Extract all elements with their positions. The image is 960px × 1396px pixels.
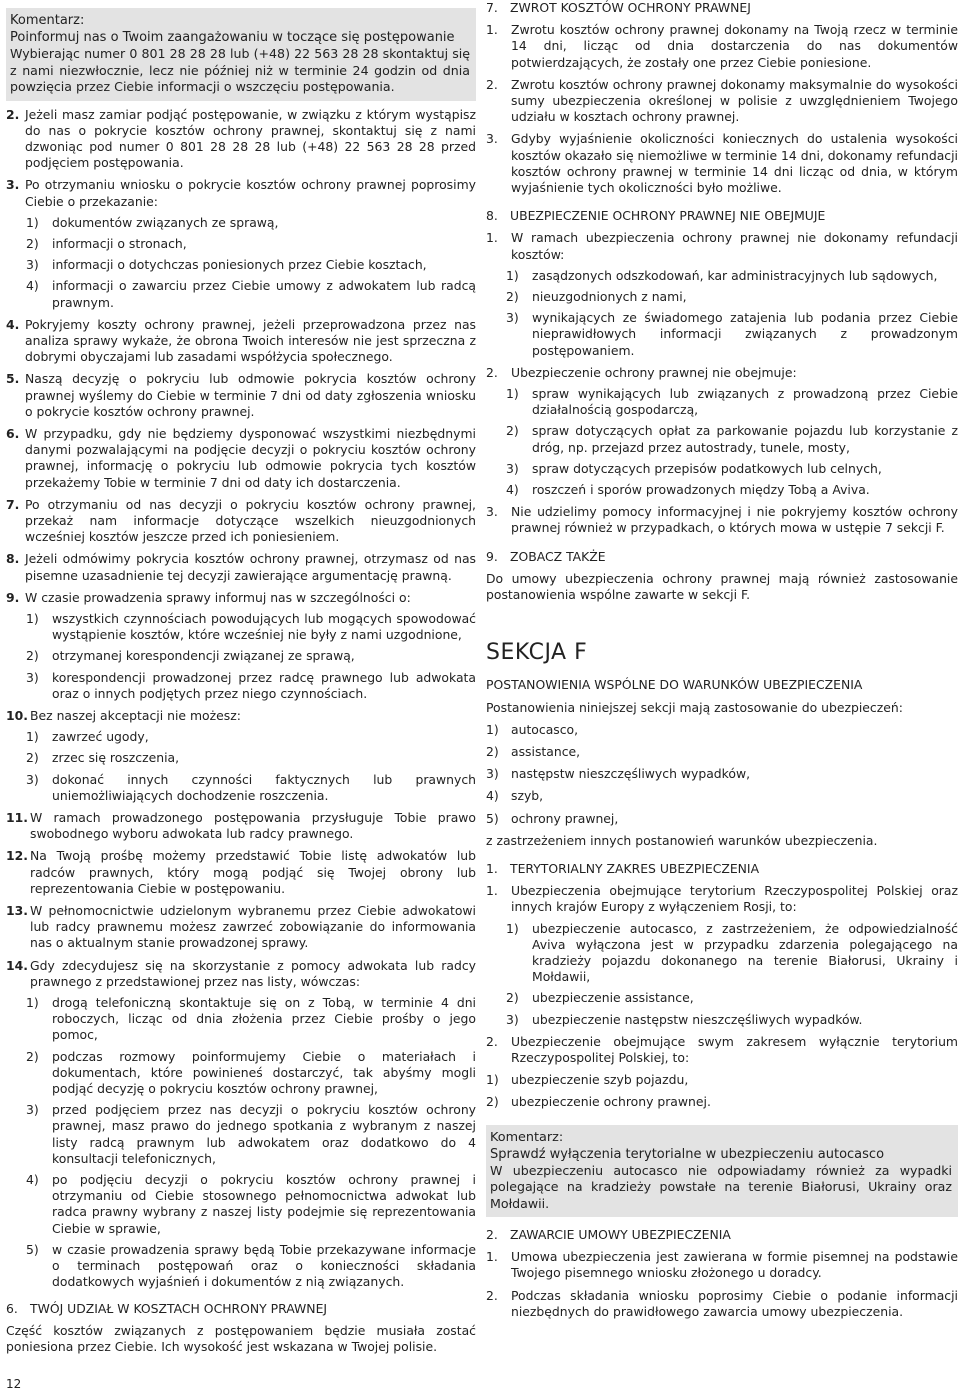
paragraph-text: Jeżeli masz zamiar podjąć postępowanie, w związku z którym wystąpisz do nas o pokrycie kosztów ochrony prawnej, skontaktuj się z nami dzwoniąc pod numer 0 801 28 28 28 lub (+48) 22 563 28 28 przed podjęciem postępowania. — [25, 106, 476, 171]
list-text: Zwrotu kosztów ochrony prawnej dokonamy na Twoją rzecz w terminie 14 dni, licząc od dnia dostarczenia do nas dokumentów potwierdzających, że zostały one przez Ciebie poniesione. — [511, 22, 958, 70]
section-heading-9 — [486, 549, 958, 565]
paragraph-text: Jeżeli odmówimy pokrycia kosztów ochrony prawnej, otrzymasz od nas pisemne uzasadnienie tej decyzji zawierające argumentację prawną. — [25, 551, 476, 583]
paragraph-number: 12. — [6, 848, 28, 864]
paragraph-6 — [6, 426, 476, 491]
list-item — [506, 289, 958, 305]
comment-body: Wybierając numer 0 801 28 28 28 lub (+48) 22 563 28 28 skontaktuj się z nami niezwłocznie, lecz nie później niż w terminie 24 godzin od dnia powzięcia przez Ciebie informacji o wszczęciu postępowania. — [10, 46, 470, 94]
section-9-text: Do umowy ubezpieczenia ochrony prawnej mają również zastosowanie postanowienia wspólne zawarte w sekcji F. — [486, 570, 958, 603]
list-number: 1. — [486, 230, 498, 246]
paragraph-13 — [6, 903, 476, 952]
list-number: 2) — [506, 423, 519, 439]
list-text: Umowa ubezpieczenia jest zawierana w formie pisemnej na podstawie Twojego pisemnego wniosku złożonego u doradcy. — [511, 1249, 958, 1281]
section-subtitle: POSTANOWIENIA WSPÓLNE DO WARUNKÓW UBEZPIECZENIA — [486, 677, 863, 693]
list-text: assistance, — [511, 743, 581, 759]
list-text: autocasco, — [511, 721, 579, 737]
list-item — [486, 1072, 958, 1088]
list-item — [506, 921, 958, 986]
heading-text: ZAWARCIE UMOWY UBEZPIECZENIA — [510, 1227, 731, 1243]
heading-text: TWÓJ UDZIAŁ W KOSZTACH OCHRONY PRAWNEJ — [30, 1300, 328, 1316]
comment-label: Komentarz: — [10, 13, 85, 28]
list-text: szyb, — [511, 788, 544, 804]
list-number: 3) — [506, 460, 519, 476]
list-item — [26, 1242, 476, 1291]
comment-title: Sprawdź wyłączenia terytorialne w ubezpieczeniu autocasco — [490, 1146, 885, 1162]
section-heading-6 — [6, 1301, 476, 1317]
list-number: 3) — [26, 669, 39, 685]
section-intro: Postanowienia niniejszej sekcji mają zastosowanie do ubezpieczeń: — [486, 699, 903, 715]
list-number: 1. — [486, 883, 498, 899]
list-text: następstw nieszczęśliwych wypadków, — [511, 766, 751, 782]
list-text: drogą telefoniczną skontaktuje się on z Tobą, w terminie 4 dni roboczych, licząc od dnia złożenia przez Ciebie prośby o jego pomoc, — [52, 995, 476, 1043]
paragraph-number: 7. — [6, 496, 20, 512]
list-number: 2) — [506, 289, 519, 305]
list-item — [506, 1012, 958, 1028]
list-item — [486, 77, 958, 126]
list-item — [26, 995, 476, 1044]
list-text: ubezpieczenie autocasco, z zastrzeżeniem, że odpowiedzialność Aviva wyłączona jest w przypadku zdarzenia polegającego na kradzieży pojazdu dokonanego na terenie Białorusi, Ukrainy i Mołdawii, — [532, 920, 958, 985]
list-item — [26, 236, 476, 252]
paragraph-2 — [6, 107, 476, 172]
list-item — [26, 611, 476, 643]
list-text: Ubezpieczenie ochrony prawnej nie obejmuje: — [511, 364, 797, 380]
paragraph-number: 14. — [6, 957, 28, 973]
list-number: 1. — [486, 22, 498, 38]
list-number: 1) — [26, 610, 39, 626]
paragraph-text: Po otrzymaniu od nas decyzji o pokryciu kosztów ochrony prawnej, przekaż nam informacje dotyczące wszelkich nieuzgodnionych wcześniej kosztów jeszcze przed ich poniesieniem. — [25, 496, 476, 545]
list-item — [26, 278, 476, 310]
list-item — [486, 883, 958, 915]
list-item — [26, 772, 476, 804]
list-item — [486, 722, 958, 738]
heading-number: 8. — [486, 208, 498, 224]
right-column — [486, 0, 958, 1320]
list-number: 5) — [26, 1241, 39, 1257]
list-text: po podjęciu decyzji o pokryciu kosztów ochrony prawnej i otrzymaniu od Ciebie stosownego pełnomocnictwa adwokat lub radca prawny wybrany z naszej listy podejmie się reprezentowania Ciebie w sprawie, — [52, 1172, 476, 1236]
list-item — [26, 215, 476, 231]
heading-number: 2. — [486, 1227, 498, 1243]
list-text: Zwrotu kosztów ochrony prawnej dokonamy maksymalnie do wysokości sumy ubezpieczenia określonej w polisie z uwzględnieniem Twojego udziału w kosztach ochrony prawnej. — [511, 76, 958, 125]
list-text: informacji o dotychczas poniesionych przez Ciebie kosztach, — [52, 257, 427, 273]
list-text: korespondencji prowadzonej przez radcę prawnego lub adwokata oraz o innych podjętych przez niego czynnościach. — [52, 669, 476, 701]
paragraph-14 — [6, 958, 476, 990]
paragraph-number: 4. — [6, 316, 20, 332]
list-text: spraw wynikających lub związanych z prowadzoną przez Ciebie działalnością gospodarczą, — [532, 386, 958, 418]
list-number: 1) — [486, 721, 499, 737]
section-heading-8 — [486, 208, 958, 224]
paragraph-4 — [6, 317, 476, 366]
list-text: spraw dotyczących opłat za parkowanie pojazdu lub korzystanie z dróg, np. przejazd przez autostrady, tunele, mosty, — [532, 423, 958, 455]
list-text: w czasie prowadzenia sprawy będą Tobie przekazywane informacje o terminach postępowań oraz o konieczności składania dodatkowych wyjaśnień i dokumentów z nią związanych. — [52, 1241, 476, 1290]
list-item — [506, 461, 958, 477]
list-number: 3. — [486, 504, 498, 520]
list-item — [506, 386, 958, 418]
list-number: 3) — [486, 766, 499, 782]
paragraph-text: W przypadku, gdy nie będziemy dysponować wszystkimi niezbędnymi danymi pozwalającymi na podjęcie decyzji o pokryciu kosztów ochrony prawnej, informację o pokryciu lub odmowie pokrycia tych kosztów przekażemy Tobie w terminie 7 dni od daty ich dostarczenia. — [25, 425, 476, 490]
list-text: spraw dotyczących przepisów podatkowych lub celnych, — [532, 460, 882, 476]
list-text: Ubezpieczenie obejmujące swym zakresem wyłącznie terytorium Rzeczypospolitej Polskiej, to: — [511, 1033, 958, 1065]
list-number: 2. — [486, 364, 498, 380]
paragraph-7 — [6, 497, 476, 546]
list-number: 3. — [486, 131, 498, 147]
list-number: 1) — [26, 214, 39, 230]
list-text: zasądzonych odszkodowań, kar administracyjnych lub sądowych, — [532, 267, 938, 283]
paragraph-text: W ramach prowadzonego postępowania przysługuje Tobie prawo swobodnego wyboru adwokata lub radcy prawnego. — [30, 810, 476, 842]
heading-text: TERYTORIALNY ZAKRES UBEZPIECZENIA — [510, 860, 760, 876]
list-text: wszystkich czynnościach powodujących lub mogących spowodować wystąpienie kosztów, które wcześniej nie były z nami uzgodnione, — [52, 610, 476, 643]
list-item — [486, 1034, 958, 1066]
list-item — [506, 423, 958, 455]
paragraph-text: Gdy zdecydujesz się na skorzystanie z pomocy adwokata lub radcy prawnego z przedstawionej przez nas listy, wówczas: — [30, 957, 476, 989]
list-text: ubezpieczenie następstw nieszczęśliwych wypadków. — [532, 1011, 863, 1027]
list-number: 4) — [506, 482, 519, 498]
list-number: 2) — [26, 750, 39, 766]
section-6-text: Część kosztów związanych z postępowaniem będzie musiała zostać poniesiona przez Ciebie. Ich wysokość jest wskazana w Twojej polisie. — [6, 1322, 476, 1354]
list-text: Nie udzielimy pomocy informacyjnej i nie pokryjemy kosztów ochrony prawnej również w przypadkach, o których mowa w ustępie 7 sekcji F. — [511, 504, 958, 536]
list-number: 1) — [486, 1072, 499, 1088]
list-number: 4) — [26, 278, 39, 294]
left-column — [6, 0, 476, 1355]
paragraph-12 — [6, 848, 476, 897]
list-text: dokumentów związanych ze sprawą, — [52, 214, 279, 230]
list-number: 3) — [506, 310, 519, 326]
list-text: otrzymanej korespondencji związanej ze sprawą, — [52, 648, 355, 664]
paragraph-text: Po otrzymaniu wniosku o pokrycie kosztów ochrony prawnej poprosimy Ciebie o przekazanie: — [25, 177, 476, 209]
list-number: 2) — [26, 235, 39, 251]
heading-number: 1. — [486, 860, 498, 876]
list-number: 2) — [506, 990, 519, 1006]
section-outro: z zastrzeżeniem innych postanowień warunków ubezpieczenia. — [486, 832, 878, 848]
comment-body: W ubezpieczeniu autocasco nie odpowiadamy również za wypadki polegające na kradzieży powstałe na terenie Białorusi, Ukrainy oraz Mołdawii. — [490, 1162, 952, 1211]
list-text: Gdyby wyjaśnienie okoliczności koniecznych do ustalenia wysokości kosztów okazało się niemożliwe w terminie 14 dni, dokonamy refundacji kosztów ochrony prawnej w terminie 14 dni licząc od dnia, w którym wyjaśnienie tych okoliczności było możliwe. — [511, 131, 958, 196]
list-item — [486, 1288, 958, 1320]
list-item — [26, 1172, 476, 1237]
paragraph-text: Pokryjemy koszty ochrony prawnej, jeżeli przeprowadzona przez nas analiza sprawy wykaże, że obrona Twoich interesów nie jest sprzeczna z dobrymi obyczajami lub zasadami współżycia społecznego. — [25, 316, 476, 365]
list-item — [26, 1102, 476, 1167]
list-item — [506, 268, 958, 284]
list-item — [26, 729, 476, 745]
paragraph-number: 13. — [6, 903, 28, 919]
list-text: wynikających ze świadomego zatajenia lub podania przez Ciebie nieprawidłowych informacji związanych z prowadzonym postępowaniem. — [532, 310, 958, 358]
section-title-big: SEKCJA F — [486, 640, 588, 666]
list-text: Ubezpieczenia obejmujące terytorium Rzeczypospolitej Polskiej oraz innych krajów Europy z wyłączeniem Rosji, to: — [511, 883, 958, 915]
paragraph-text: W czasie prowadzenia sprawy informuj nas w szczególności o: — [25, 589, 411, 605]
list-number: 3) — [506, 1011, 519, 1027]
list-number: 4) — [486, 788, 499, 804]
heading-text: UBEZPIECZENIE OCHRONY PRAWNEJ NIE OBEJMUJE — [510, 208, 826, 224]
section-heading-f2 — [486, 1227, 958, 1243]
heading-number: 9. — [486, 548, 498, 564]
paragraph-number: 8. — [6, 551, 20, 567]
paragraph-text: Bez naszej akceptacji nie możesz: — [30, 708, 241, 723]
list-number: 2) — [486, 1094, 499, 1110]
paragraph-10 — [6, 708, 476, 724]
list-number: 2. — [486, 76, 498, 92]
list-item — [486, 1094, 958, 1110]
comment-box-proceedings — [6, 8, 476, 101]
list-item — [26, 257, 476, 273]
list-text: informacji o stronach, — [52, 235, 187, 251]
list-item — [26, 750, 476, 766]
list-text: ubezpieczenie ochrony prawnej. — [511, 1094, 711, 1110]
list-number: 5) — [486, 810, 499, 826]
list-number: 2) — [486, 743, 499, 759]
comment-label: Komentarz: — [490, 1129, 564, 1145]
list-item — [26, 648, 476, 664]
section-heading-7 — [486, 0, 958, 16]
paragraph-number: 9. — [6, 589, 20, 605]
list-item — [506, 482, 958, 498]
heading-number: 7. — [486, 0, 498, 15]
list-item — [486, 766, 958, 782]
list-item — [486, 230, 958, 262]
comment-box-territorial — [486, 1125, 958, 1218]
list-item — [486, 504, 958, 536]
heading-text: ZWROT KOSZTÓW OCHRONY PRAWNEJ — [510, 0, 751, 15]
list-item — [486, 811, 958, 827]
list-number: 3) — [26, 257, 39, 273]
list-number: 1) — [506, 267, 519, 283]
section-heading-f1 — [486, 861, 958, 877]
paragraph-9 — [6, 590, 476, 606]
list-number: 3) — [26, 1102, 39, 1118]
paragraph-number: 11. — [6, 810, 28, 826]
list-item — [486, 365, 958, 381]
list-text: ochrony prawnej, — [511, 810, 619, 826]
list-number: 1) — [506, 386, 519, 402]
list-text: przed podjęciem przez nas decyzji o pokryciu kosztów ochrony prawnej, masz prawo do jednego spotkania z wybranym z naszej listy radcą prawnym lub adwokatem oraz dodatkowo do 4 konsultacji telefonicznych, — [52, 1102, 476, 1166]
list-number: 4) — [26, 1172, 39, 1188]
list-item — [486, 788, 958, 804]
list-number: 1) — [26, 995, 39, 1011]
list-text: W ramach ubezpieczenia ochrony prawnej nie dokonamy refundacji kosztów: — [511, 230, 958, 262]
list-item — [486, 744, 958, 760]
paragraph-text: W pełnomocnictwie udzielonym wybranemu przez Ciebie adwokatowi lub radcy prawnemu możesz zawrzeć zobowiązanie do informowania nas o aktualnym stanie prowadzonej sprawy. — [30, 903, 476, 951]
list-item — [26, 1049, 476, 1098]
list-number: 3) — [26, 771, 39, 787]
heading-text: ZOBACZ TAKŻE — [510, 548, 606, 564]
paragraph-number: 6. — [6, 425, 20, 441]
list-text: informacji o zawarciu przez Ciebie umowy z adwokatem lub radcą prawnym. — [52, 278, 476, 310]
list-text: roszczeń i sporów prowadzonych między Tobą a Aviva. — [532, 482, 870, 498]
list-text: dokonać innych czynności faktycznych lub prawnych uniemożliwiających dochodzenie roszczenia. — [52, 771, 476, 803]
list-text: zawrzeć ugody, — [52, 729, 149, 745]
list-number: 1) — [26, 729, 39, 745]
list-item — [506, 990, 958, 1006]
list-text: nieuzgodnionych z nami, — [532, 289, 687, 305]
list-number: 2. — [486, 1287, 498, 1303]
list-item — [486, 1249, 958, 1281]
paragraph-11 — [6, 810, 476, 842]
list-number: 2) — [26, 648, 39, 664]
list-number: 2. — [486, 1033, 498, 1049]
heading-number: 6. — [6, 1300, 18, 1316]
list-text: podczas rozmowy poinformujemy Ciebie o materiałach i dokumentach, które powinieneś dostarczyć, tak abyśmy mogli podjąć decyzję o pokryciu kosztów ochrony prawnej, — [52, 1048, 476, 1097]
list-item — [486, 131, 958, 196]
list-item — [26, 670, 476, 702]
list-number: 1) — [506, 920, 519, 936]
list-text: ubezpieczenie szyb pojazdu, — [511, 1072, 689, 1088]
paragraph-3 — [6, 177, 476, 209]
list-item — [486, 22, 958, 71]
paragraph-number: 3. — [6, 177, 20, 193]
list-text: Podczas składania wniosku poprosimy Ciebie o podanie informacji niezbędnych do prawidłowego zawarcia umowy ubezpieczenia. — [511, 1287, 958, 1319]
paragraph-number: 5. — [6, 371, 20, 387]
paragraph-number: 2. — [6, 106, 20, 122]
page-number: 12 — [6, 1377, 22, 1391]
list-text: ubezpieczenie assistance, — [532, 990, 694, 1006]
comment-title: Poinformuj nas o Twoim zaangażowaniu w toczące się postępowanie — [10, 30, 455, 45]
list-item — [506, 310, 958, 359]
list-number: 2) — [26, 1048, 39, 1064]
list-number: 1. — [486, 1249, 498, 1265]
paragraph-text: Na Twoją prośbę możemy przedstawić Tobie listę adwokatów lub radców prawnych, który mogą podjąć się Twojej obrony lub reprezentowania Ciebie w postępowaniu. — [30, 848, 476, 896]
paragraph-5 — [6, 371, 476, 420]
paragraph-8 — [6, 551, 476, 583]
paragraph-number: 10. — [6, 708, 28, 723]
list-text: zrzec się roszczenia, — [52, 750, 180, 766]
paragraph-text: Naszą decyzję o pokryciu lub odmowie pokrycia kosztów ochrony prawnej wyślemy do Ciebie w terminie 7 dni od daty zgłoszenia wniosku o pokrycie kosztów ochrony prawnej. — [25, 371, 476, 419]
